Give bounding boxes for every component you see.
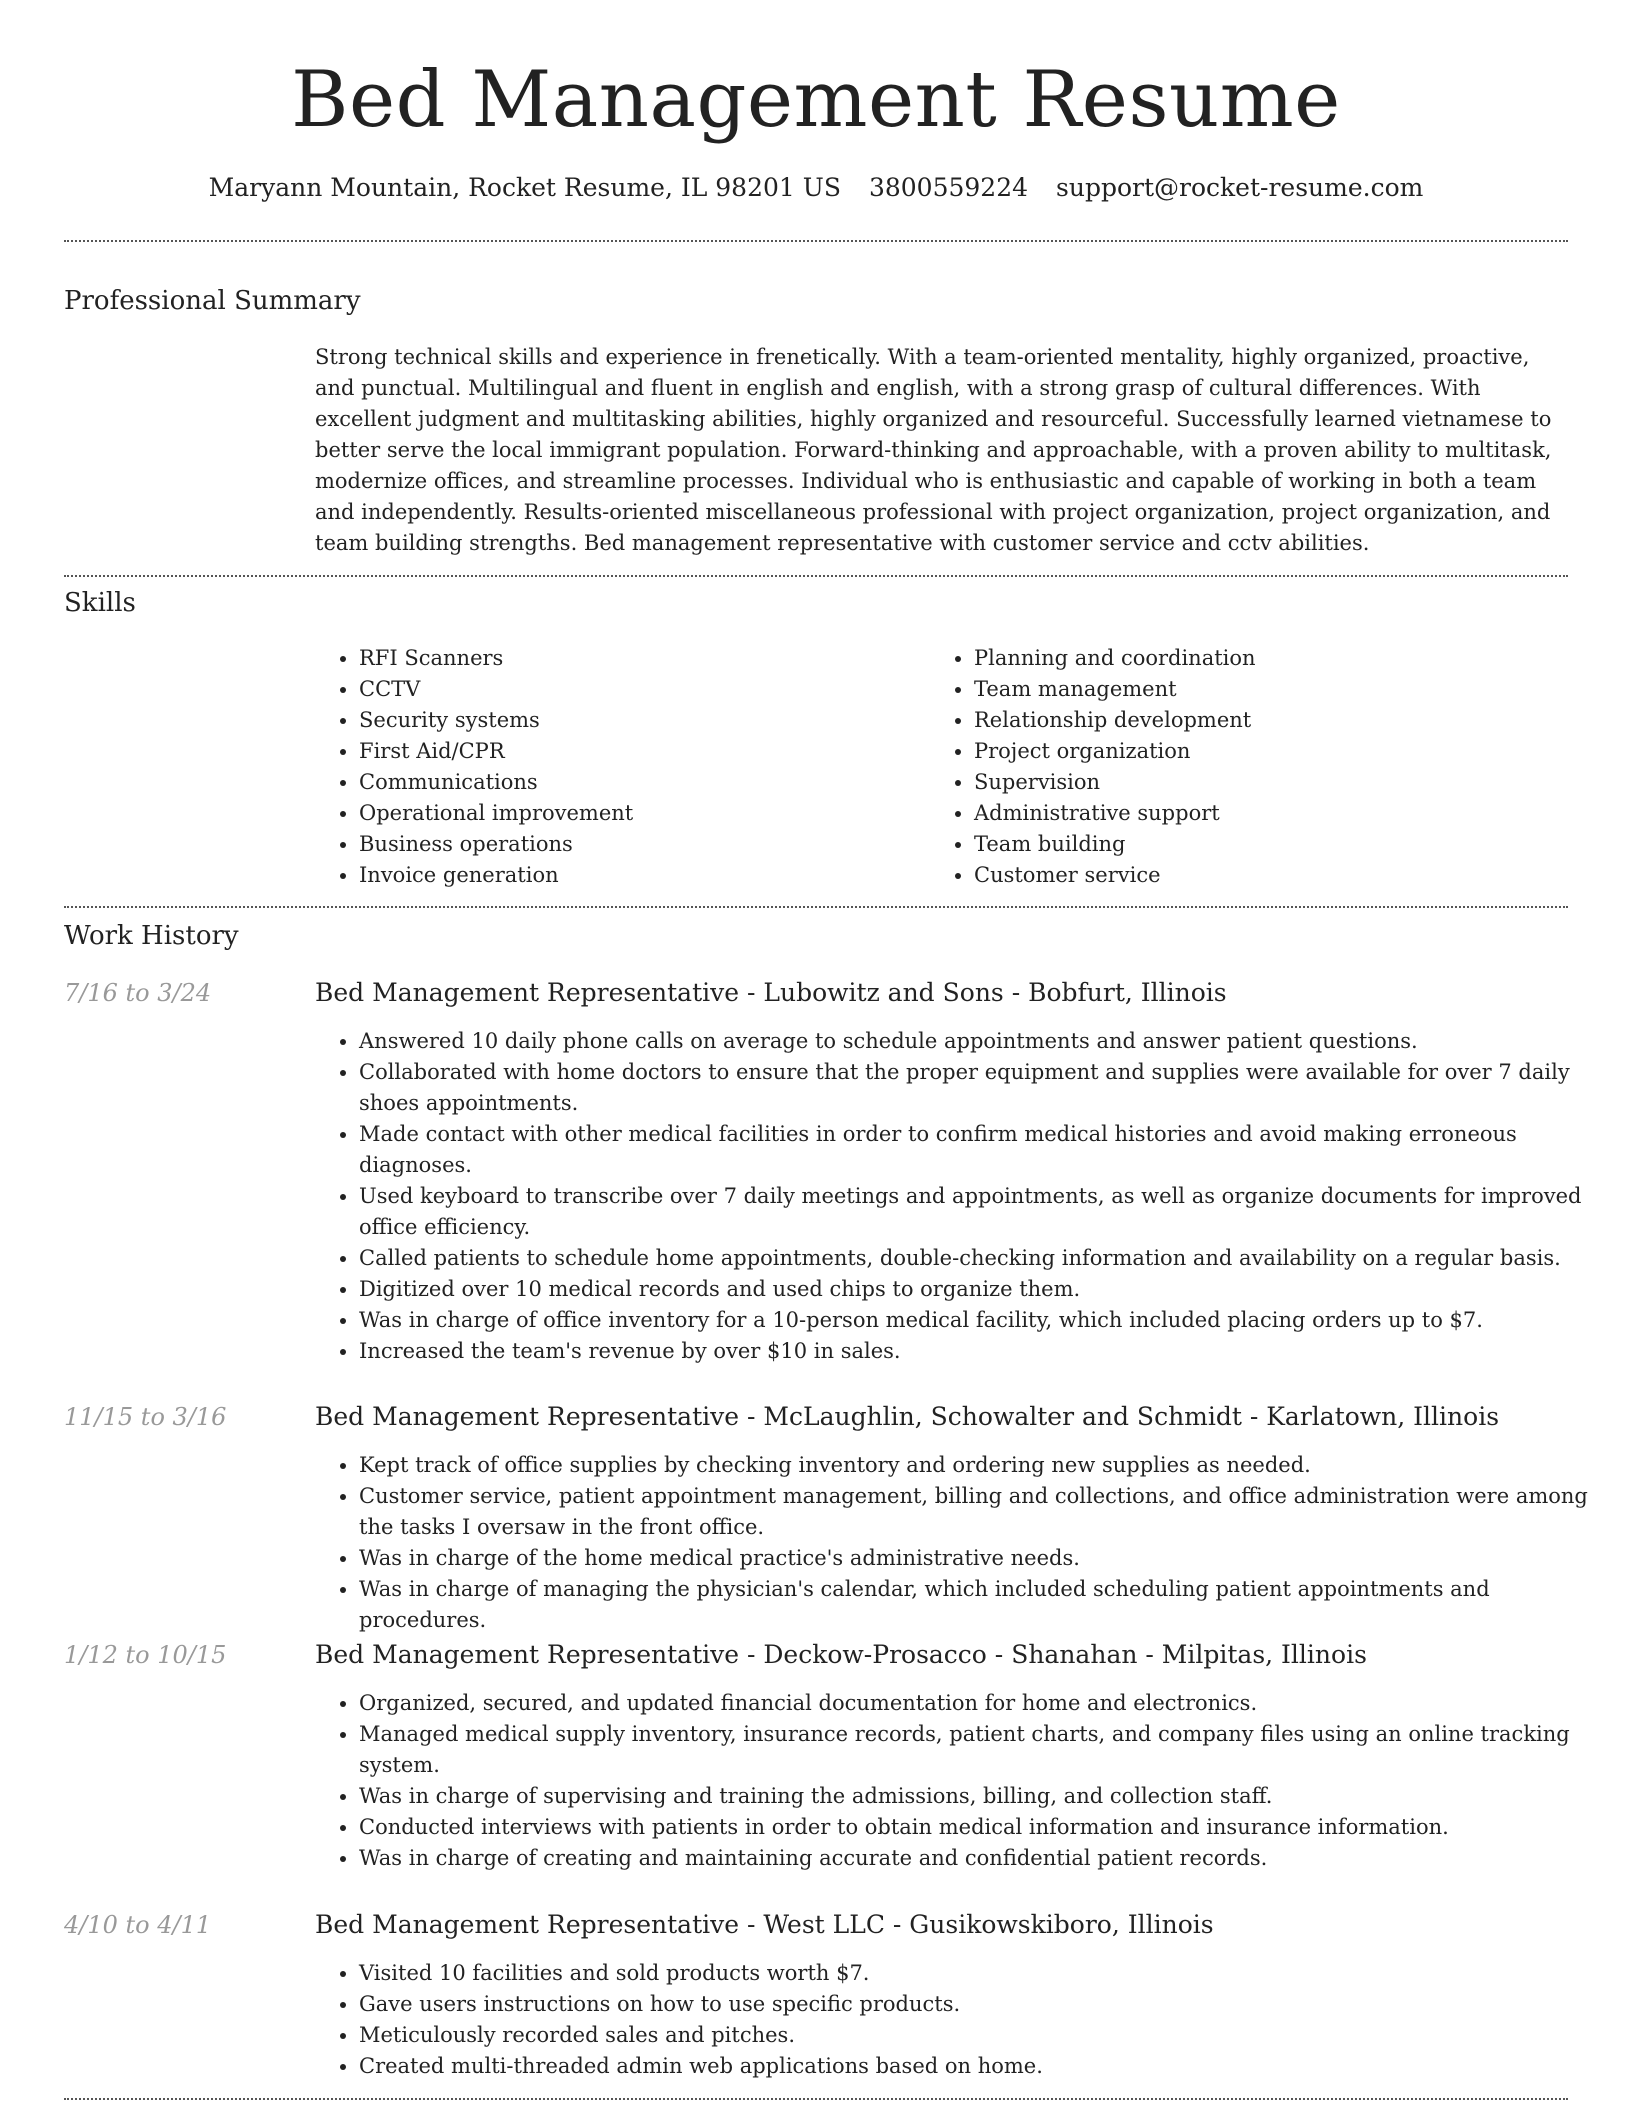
skill-item: • Administrative support xyxy=(974,798,1614,829)
job-bullet: • Was in charge of office inventory for a 10-person medical facility, which included placing orders up to $7. xyxy=(359,1305,1615,1336)
divider xyxy=(64,575,1568,577)
job-bullet: • Was in charge of managing the physician's calendar, which included scheduling patient appointments and procedures. xyxy=(359,1574,1615,1636)
job-bullet: • Increased the team's revenue by over $10 in sales. xyxy=(359,1336,1615,1367)
skill-item: • Team building xyxy=(974,829,1614,860)
job-bullets xyxy=(315,1688,1615,1874)
skill-item: • Business operations xyxy=(359,829,939,860)
divider xyxy=(64,2098,1568,2100)
job-bullet: • Collaborated with home doctors to ensure that the proper equipment and supplies were available for over 7 daily shoes appointments. xyxy=(359,1057,1615,1119)
job-bullet: • Organized, secured, and updated financial documentation for home and electronics. xyxy=(359,1688,1615,1719)
job-bullet: • Customer service, patient appointment management, billing and collections, and office administration were among the tasks I oversaw in the front office. xyxy=(359,1481,1615,1543)
job-dates: 4/10 to 4/11 xyxy=(64,1911,212,1939)
job-title: Bed Management Representative - McLaughlin, Schowalter and Schmidt - Karlatown, Illinois xyxy=(315,1402,1500,1431)
job-bullet: • Made contact with other medical facilities in order to confirm medical histories and avoid making erroneous diagnoses. xyxy=(359,1119,1615,1181)
job-bullet: • Was in charge of the home medical practice's administrative needs. xyxy=(359,1543,1615,1574)
job-bullet: • Was in charge of supervising and training the admissions, billing, and collection staff. xyxy=(359,1781,1615,1812)
skill-item: • Project organization xyxy=(974,736,1614,767)
skill-item: • Team management xyxy=(974,674,1614,705)
skill-item: • CCTV xyxy=(359,674,939,705)
skill-item: • Invoice generation xyxy=(359,860,939,891)
contact-address: Maryann Mountain, Rocket Resume, IL 98201 US xyxy=(208,173,841,202)
work-heading: Work History xyxy=(64,921,239,951)
job-bullet: • Kept track of office supplies by checking inventory and ordering new supplies as needed. xyxy=(359,1450,1615,1481)
job-dates: 1/12 to 10/15 xyxy=(64,1641,227,1669)
job-bullets xyxy=(315,1450,1615,1636)
job-bullet: • Called patients to schedule home appointments, double-checking information and availability on a regular basis. xyxy=(359,1243,1615,1274)
job-bullet: • Created multi-threaded admin web applications based on home. xyxy=(359,2051,1615,2082)
skill-item: • Communications xyxy=(359,767,939,798)
contact-line xyxy=(0,170,1632,206)
job-bullets xyxy=(315,1958,1615,2082)
contact-email: support@rocket-resume.com xyxy=(1056,173,1424,202)
skill-item: • Relationship development xyxy=(974,705,1614,736)
job-bullet: • Managed medical supply inventory, insurance records, patient charts, and company files using an online tracking system. xyxy=(359,1719,1615,1781)
contact-phone: 3800559224 xyxy=(868,173,1029,202)
skill-item: • Customer service xyxy=(974,860,1614,891)
resume-title: Bed Management Resume xyxy=(291,55,1341,145)
job-bullet: • Digitized over 10 medical records and used chips to organize them. xyxy=(359,1274,1615,1305)
divider xyxy=(64,240,1568,242)
job-bullet: • Visited 10 facilities and sold products worth $7. xyxy=(359,1958,1615,1989)
job-title: Bed Management Representative - Deckow-Prosacco - Shanahan - Milpitas, Illinois xyxy=(315,1640,1367,1669)
job-bullets xyxy=(315,1026,1615,1367)
skills-list-right xyxy=(930,643,1614,891)
job-bullet: • Meticulously recorded sales and pitches. xyxy=(359,2020,1615,2051)
divider xyxy=(64,906,1568,908)
job-bullet: • Used keyboard to transcribe over 7 daily meetings and appointments, as well as organize documents for improved office efficiency. xyxy=(359,1181,1615,1243)
job-bullet: • Conducted interviews with patients in order to obtain medical information and insurance information. xyxy=(359,1812,1615,1843)
skill-item: • First Aid/CPR xyxy=(359,736,939,767)
job-dates: 11/15 to 3/16 xyxy=(64,1403,227,1431)
skills-heading: Skills xyxy=(64,588,136,618)
job-dates: 7/16 to 3/24 xyxy=(64,979,212,1007)
job-bullet: • Was in charge of creating and maintaining accurate and confidential patient records. xyxy=(359,1843,1615,1874)
job-bullet: • Answered 10 daily phone calls on average to schedule appointments and answer patient questions. xyxy=(359,1026,1615,1057)
skill-item: • Supervision xyxy=(974,767,1614,798)
job-title: Bed Management Representative - West LLC - Gusikowskiboro, Illinois xyxy=(315,1910,1214,1939)
job-bullet: • Gave users instructions on how to use specific products. xyxy=(359,1989,1615,2020)
skill-item: • Operational improvement xyxy=(359,798,939,829)
summary-text: Strong technical skills and experience in frenetically. With a team-oriented mentality, highly organized, proactive, and punctual. Multilingual and fluent in english and english, with a strong grasp of cultural differences. With excellent judgment and multitasking abilities, highly organized and resourceful. Successfully learned vietnamese to better serve the local immigrant population. Forward-thinking and approachable, with a proven ability to multitask, modernize offices, and streamline processes. Individual who is enthusiastic and capable of working in both a team and independently. Results-oriented miscellaneous professional with project organization, project organization, and team building strengths. Bed management representative with customer service and cctv abilities. xyxy=(315,345,1552,555)
skill-item: • Planning and coordination xyxy=(974,643,1614,674)
job-title: Bed Management Representative - Lubowitz and Sons - Bobfurt, Illinois xyxy=(315,978,1227,1007)
skill-item: • Security systems xyxy=(359,705,939,736)
skill-item: • RFI Scanners xyxy=(359,643,939,674)
summary-heading: Professional Summary xyxy=(64,286,361,316)
skills-list-left xyxy=(315,643,939,891)
